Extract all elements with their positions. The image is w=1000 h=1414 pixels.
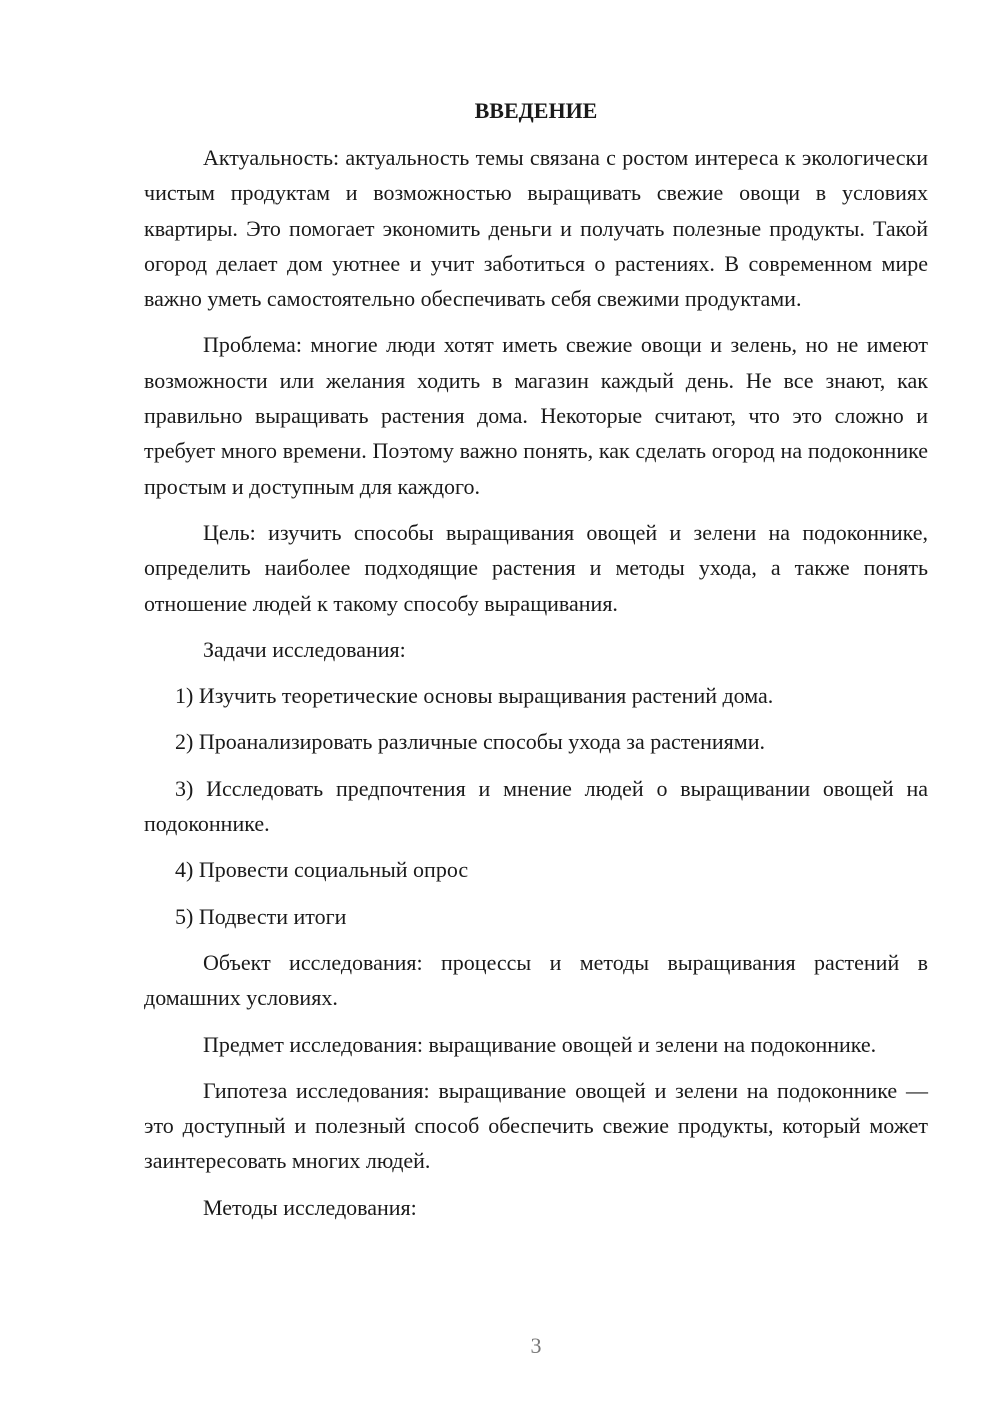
- object-paragraph: Объект исследования: процессы и методы выращивания растений в домашних условиях.: [144, 949, 928, 1011]
- section-heading: ВВЕДЕНИЕ: [474, 98, 598, 123]
- subject-paragraph: Предмет исследования: выращивание овощей и зелени на подоконнике.: [203, 1031, 877, 1057]
- relevance-paragraph: Актуальность: актуальность темы связана с ростом интереса к экологически чистым продуктам и возможностью выращивать свежие овощи в условиях квартиры. Это помогает экономить деньги и получать полезные продукты. Такой огород делает дом уютнее и учит заботиться о растениях. В современном мире важно уметь самостоятельно обеспечивать себя свежими продуктами.: [144, 145, 928, 312]
- task-item: 2) Проанализировать различные способы ухода за растениями.: [175, 729, 765, 755]
- hypothesis-paragraph: Гипотеза исследования: выращивание овощей и зелени на подоконнике — это доступный и полезный способ обеспечить свежие продукты, который может заинтересовать многих людей.: [144, 1077, 928, 1174]
- task-item: 3) Исследовать предпочтения и мнение людей о выращивании овощей на подоконнике.: [144, 775, 928, 837]
- methods-heading: Методы исследования:: [203, 1194, 417, 1220]
- document-page: [144, 93, 928, 1225]
- problem-paragraph: Проблема: многие люди хотят иметь свежие овощи и зелень, но не имеют возможности или желания ходить в магазин каждый день. Не все знают, как правильно выращивать растения дома. Некоторые считают, что это сложно и требует много времени. Поэтому важно понять, как сделать огород на подоконнике простым и доступным для каждого.: [144, 332, 928, 499]
- tasks-heading: Задачи исследования:: [203, 636, 406, 662]
- task-item: 5) Подвести итоги: [175, 903, 347, 929]
- goal-paragraph: Цель: изучить способы выращивания овощей и зелени на подоконнике, определить наиболее подходящие растения и методы ухода, а также понять отношение людей к такому способу выращивания.: [144, 519, 928, 616]
- page-number: 3: [530, 1333, 542, 1358]
- task-item: 1) Изучить теоретические основы выращивания растений дома.: [175, 683, 774, 709]
- task-item: 4) Провести социальный опрос: [175, 857, 469, 883]
